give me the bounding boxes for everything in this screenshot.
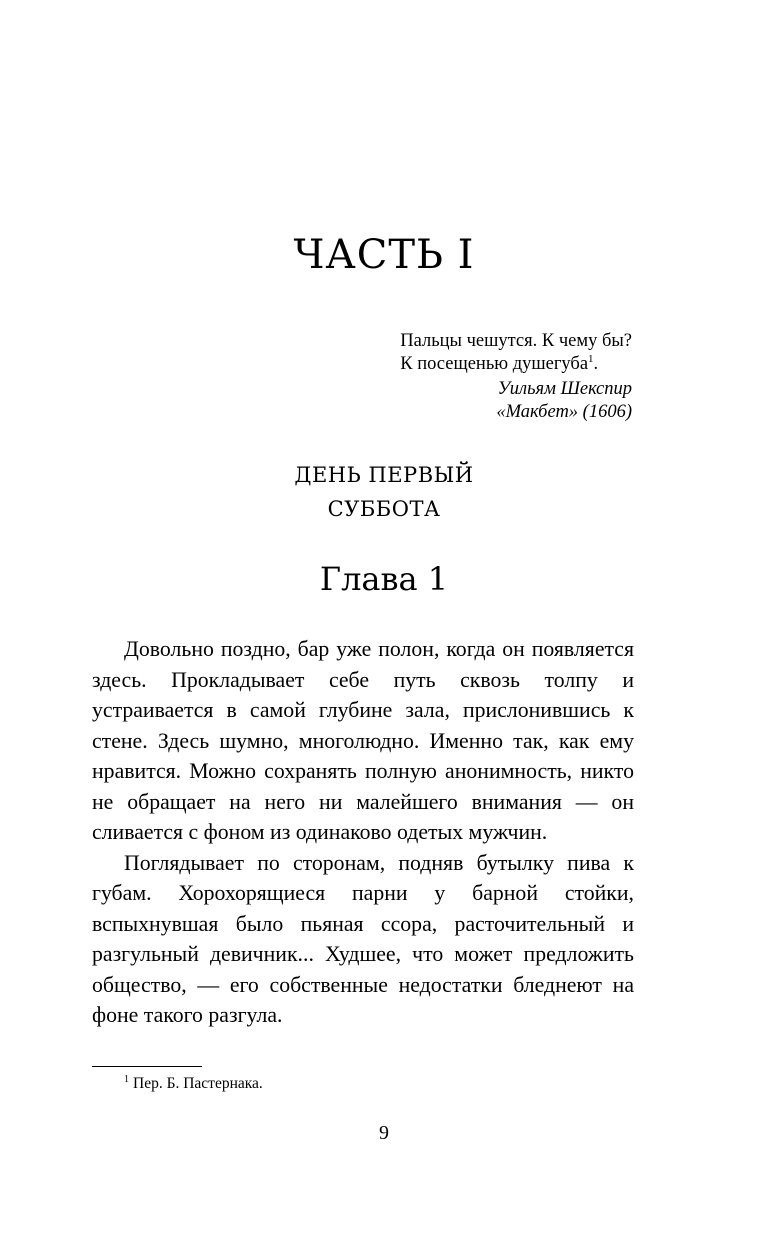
body-paragraph: Поглядывает по сторонам, подняв бутылку пива к губам. Хорохорящиеся парни у барной стойки, вспыхнувшая было пьяная ссора, расточительный и разгульный девичник... Худшее, что может предложить общество, — его собственные недостатки бледнеют на фоне такого разгула. [92,850,634,1027]
day-heading-line-1: ДЕНЬ ПЕРВЫЙ [294,463,474,487]
footnote-divider [92,1066,202,1067]
epigraph-author: Уильям Шекспир [497,379,632,399]
epigraph [330,330,632,424]
chapter-body [92,634,634,1031]
footnote [124,1075,263,1093]
chapter-title: Глава 1 [319,560,449,598]
page-number: 9 [379,1122,389,1144]
epigraph-line-2-end: . [593,354,599,374]
day-heading [0,458,768,526]
epigraph-line-1: Пальцы чешутся. К чему бы? [400,331,632,351]
epigraph-line-2-text: К посещенью душегуба [400,354,589,374]
footnote-marker: 1 [124,1073,129,1085]
footnote-text: Пер. Б. Пастернака. [133,1075,263,1092]
epigraph-work: «Макбет» (1606) [496,402,632,422]
part-title: ЧАСТЬ I [293,232,475,278]
epigraph-verse [400,330,632,376]
day-heading-line-2: СУББОТА [327,497,441,521]
body-paragraph: Довольно поздно, бар уже полон, когда он появляется здесь. Прокладывает себе путь сквозь толпу и устраивается в самой глубине зала, прислонившись к стене. Здесь шумно, многолюдно. Именно так, как ему нравится. Можно сохранять полную анонимность, никто не обращает на него ни малейшего внимания — он сливается с фоном из одинаково одетых мужчин. [92,637,634,844]
epigraph-line-2 [400,353,632,376]
footnote-reference: 1 [588,352,594,365]
